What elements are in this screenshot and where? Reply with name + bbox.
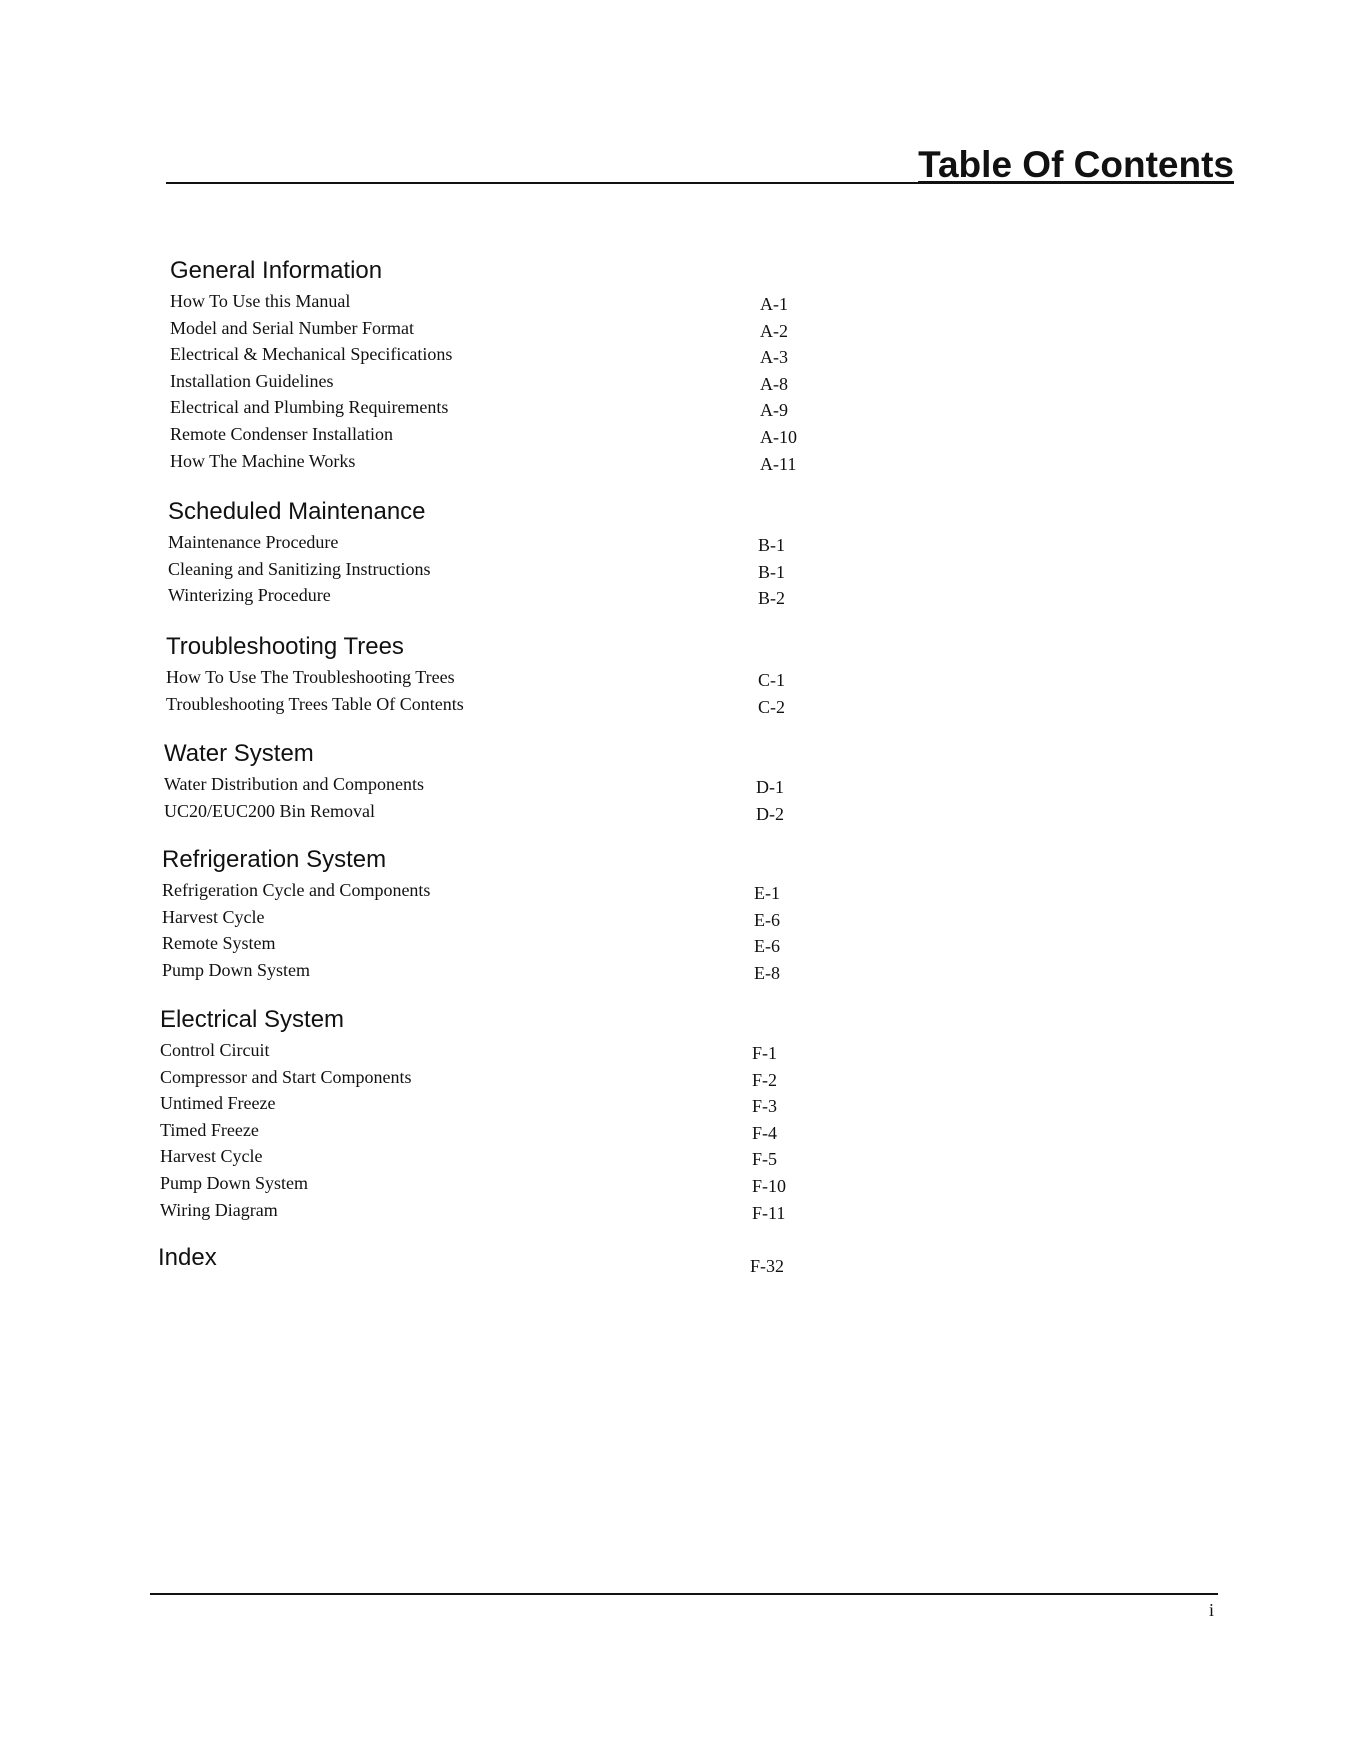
toc-entry[interactable] xyxy=(162,904,862,931)
toc-entry[interactable] xyxy=(162,877,862,904)
section-heading: Troubleshooting Trees xyxy=(166,633,404,660)
entry-page: F-1 xyxy=(752,1043,778,1063)
entry-page: A-1 xyxy=(760,294,788,314)
section-electrical-system xyxy=(160,1003,860,1223)
section-heading: Water System xyxy=(164,740,314,767)
entry-title: Wiring Diagram xyxy=(160,1199,278,1220)
entry-title: Electrical and Plumbing Requirements xyxy=(170,397,449,418)
entry-title: Electrical & Mechanical Specifications xyxy=(170,344,453,365)
section-water-system xyxy=(164,737,864,824)
entry-page: A-9 xyxy=(760,400,788,421)
toc-entry[interactable] xyxy=(160,1064,860,1091)
entry-title: Troubleshooting Trees Table Of Contents xyxy=(166,693,464,714)
toc-entry[interactable] xyxy=(170,421,870,448)
entry-title: Installation Guidelines xyxy=(170,370,334,391)
entry-title: Maintenance Procedure xyxy=(168,532,339,552)
section-heading: General Information xyxy=(170,257,383,284)
entry-page: F-3 xyxy=(752,1096,778,1117)
entry-page: F-10 xyxy=(752,1175,787,1196)
toc-entry[interactable] xyxy=(160,1143,860,1170)
toc-entry[interactable] xyxy=(166,664,866,691)
toc-entry[interactable] xyxy=(160,1117,860,1144)
entry-title: How The Machine Works xyxy=(170,450,356,471)
toc-entry[interactable] xyxy=(160,1197,860,1224)
toc-entry[interactable] xyxy=(162,957,862,984)
section-refrigeration-system xyxy=(162,843,862,983)
entry-page: D-1 xyxy=(756,777,784,797)
entry-page: A-2 xyxy=(760,320,788,341)
entry-title: Remote System xyxy=(162,933,276,954)
section-heading: Electrical System xyxy=(160,1006,345,1033)
top-rule xyxy=(166,182,1234,184)
entry-page: B-1 xyxy=(758,535,785,555)
entry-page: D-2 xyxy=(756,803,784,824)
entry-title: Cleaning and Sanitizing Instructions xyxy=(168,558,431,579)
toc-entry[interactable] xyxy=(168,529,868,556)
entry-page: E-6 xyxy=(754,909,780,930)
entry-title: Winterizing Procedure xyxy=(168,585,331,606)
entry-page: F-5 xyxy=(752,1149,778,1170)
entry-page: B-1 xyxy=(758,561,785,582)
bottom-rule xyxy=(150,1593,1218,1595)
entry-title: Water Distribution and Components xyxy=(164,774,425,794)
toc-entry[interactable] xyxy=(164,771,864,798)
entry-page: A-8 xyxy=(760,373,788,394)
entry-title: Pump Down System xyxy=(160,1172,309,1193)
entry-title: Model and Serial Number Format xyxy=(170,317,414,338)
page-title: Table Of Contents xyxy=(918,144,1234,185)
entry-page: A-10 xyxy=(760,426,797,447)
section-scheduled-maintenance xyxy=(168,495,868,609)
entry-title: How To Use The Troubleshooting Trees xyxy=(166,667,455,687)
entry-title: Untimed Freeze xyxy=(160,1093,276,1114)
entry-page: E-1 xyxy=(754,883,780,903)
entry-page: C-2 xyxy=(758,696,785,717)
toc-entry[interactable] xyxy=(168,556,868,583)
entry-title: Control Circuit xyxy=(160,1040,270,1060)
entry-title: Harvest Cycle xyxy=(162,906,265,927)
index-page: F-32 xyxy=(750,1256,785,1276)
entry-page: C-1 xyxy=(758,670,785,690)
toc-entry[interactable] xyxy=(166,691,866,718)
entry-page: E-8 xyxy=(754,962,780,983)
entry-page: F-2 xyxy=(752,1069,778,1090)
entry-page: F-11 xyxy=(752,1202,786,1223)
toc-entry[interactable] xyxy=(170,288,870,315)
entry-title: Remote Condenser Installation xyxy=(170,423,393,444)
entry-title: Compressor and Start Components xyxy=(160,1066,412,1087)
toc-entry[interactable] xyxy=(170,394,870,421)
entry-title: Pump Down System xyxy=(162,959,311,980)
toc-entry[interactable] xyxy=(170,341,870,368)
entry-page: B-2 xyxy=(758,588,785,609)
toc-entry[interactable] xyxy=(164,798,864,825)
section-heading: Scheduled Maintenance xyxy=(168,498,426,525)
entry-page: A-3 xyxy=(760,347,788,368)
toc-entry[interactable] xyxy=(160,1037,860,1064)
toc-entry[interactable] xyxy=(170,448,870,475)
entry-title: Harvest Cycle xyxy=(160,1146,263,1167)
entry-title: Refrigeration Cycle and Components xyxy=(162,880,431,900)
entry-title: UC20/EUC200 Bin Removal xyxy=(164,800,375,821)
toc-entry[interactable] xyxy=(168,582,868,609)
page-number: i xyxy=(1209,1600,1215,1620)
section-heading: Index xyxy=(158,1244,217,1271)
entry-page: A-11 xyxy=(760,453,797,474)
toc-entry[interactable] xyxy=(170,368,870,395)
entry-title: How To Use this Manual xyxy=(170,291,351,311)
toc-entry[interactable] xyxy=(162,930,862,957)
toc-entry[interactable] xyxy=(160,1170,860,1197)
toc-entry[interactable] xyxy=(170,315,870,342)
section-general-information xyxy=(170,254,870,474)
entry-title: Timed Freeze xyxy=(160,1119,259,1140)
entry-page: E-6 xyxy=(754,936,780,957)
entry-page: F-4 xyxy=(752,1122,778,1143)
section-troubleshooting-trees xyxy=(166,630,866,717)
toc-entry[interactable] xyxy=(160,1090,860,1117)
section-heading: Refrigeration System xyxy=(162,846,387,873)
